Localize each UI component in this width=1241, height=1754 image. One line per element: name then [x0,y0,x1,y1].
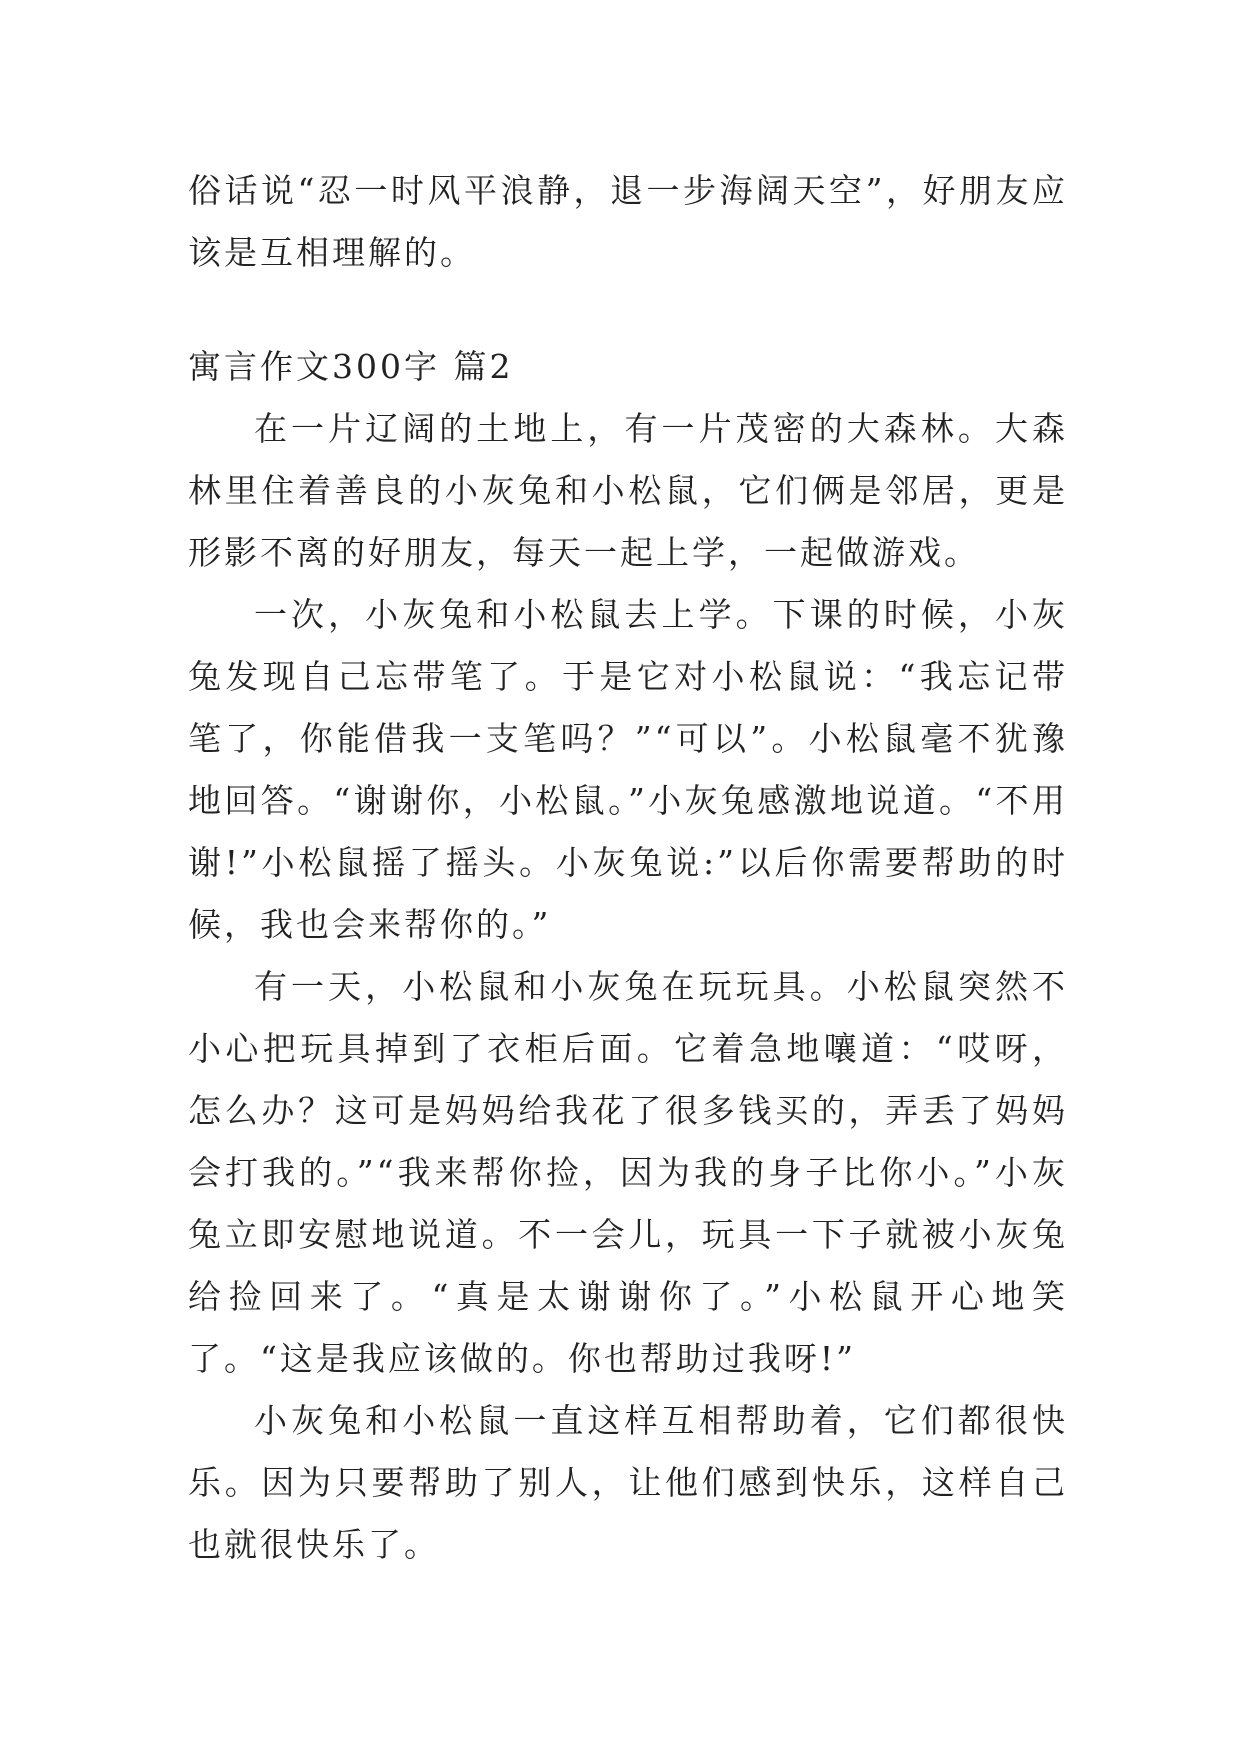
paragraph-3: 有一天，小松鼠和小灰兔在玩玩具。小松鼠突然不小心把玩具掉到了衣柜后面。它着急地嚷道：“哎呀，怎么办？这可是妈妈给我花了很多钱买的，弄丢了妈妈会打我的。”“我来帮你捡，因为我的身子比你小。”小灰兔立即安慰地说道。不一会儿，玩具一下子就被小灰兔给捡回来了。“真是太谢谢你了。”小松鼠开心地笑了。“这是我应该做的。你也帮助过我呀!” [188,967,1068,1378]
paragraph-4: 小灰兔和小松鼠一直这样互相帮助着，它们都很快乐。因为只要帮助了别人，让他们感到快乐，这样自己也就很快乐了。 [188,1401,1068,1564]
document-body [188,160,1068,1576]
intro-paragraph: 俗话说“忍一时风平浪静，退一步海阔天空”，好朋友应该是互相理解的。 [188,171,1068,272]
paragraph-2: 一次，小灰兔和小松鼠去上学。下课的时候，小灰兔发现自己忘带笔了。于是它对小松鼠说：“我忘记带笔了，你能借我一支笔吗？”“可以”。小松鼠毫不犹豫地回答。“谢谢你，小松鼠。”小灰兔感激地说道。“不用谢!”小松鼠摇了摇头。小灰兔说:”以后你需要帮助的时候，我也会来帮你的。” [188,595,1068,944]
section-heading: 寓言作文300字 篇2 [188,347,514,386]
paragraph-1: 在一片辽阔的土地上，有一片茂密的大森林。大森林里住着善良的小灰兔和小松鼠，它们俩是邻居，更是形影不离的好朋友，每天一起上学，一起做游戏。 [188,409,1068,572]
